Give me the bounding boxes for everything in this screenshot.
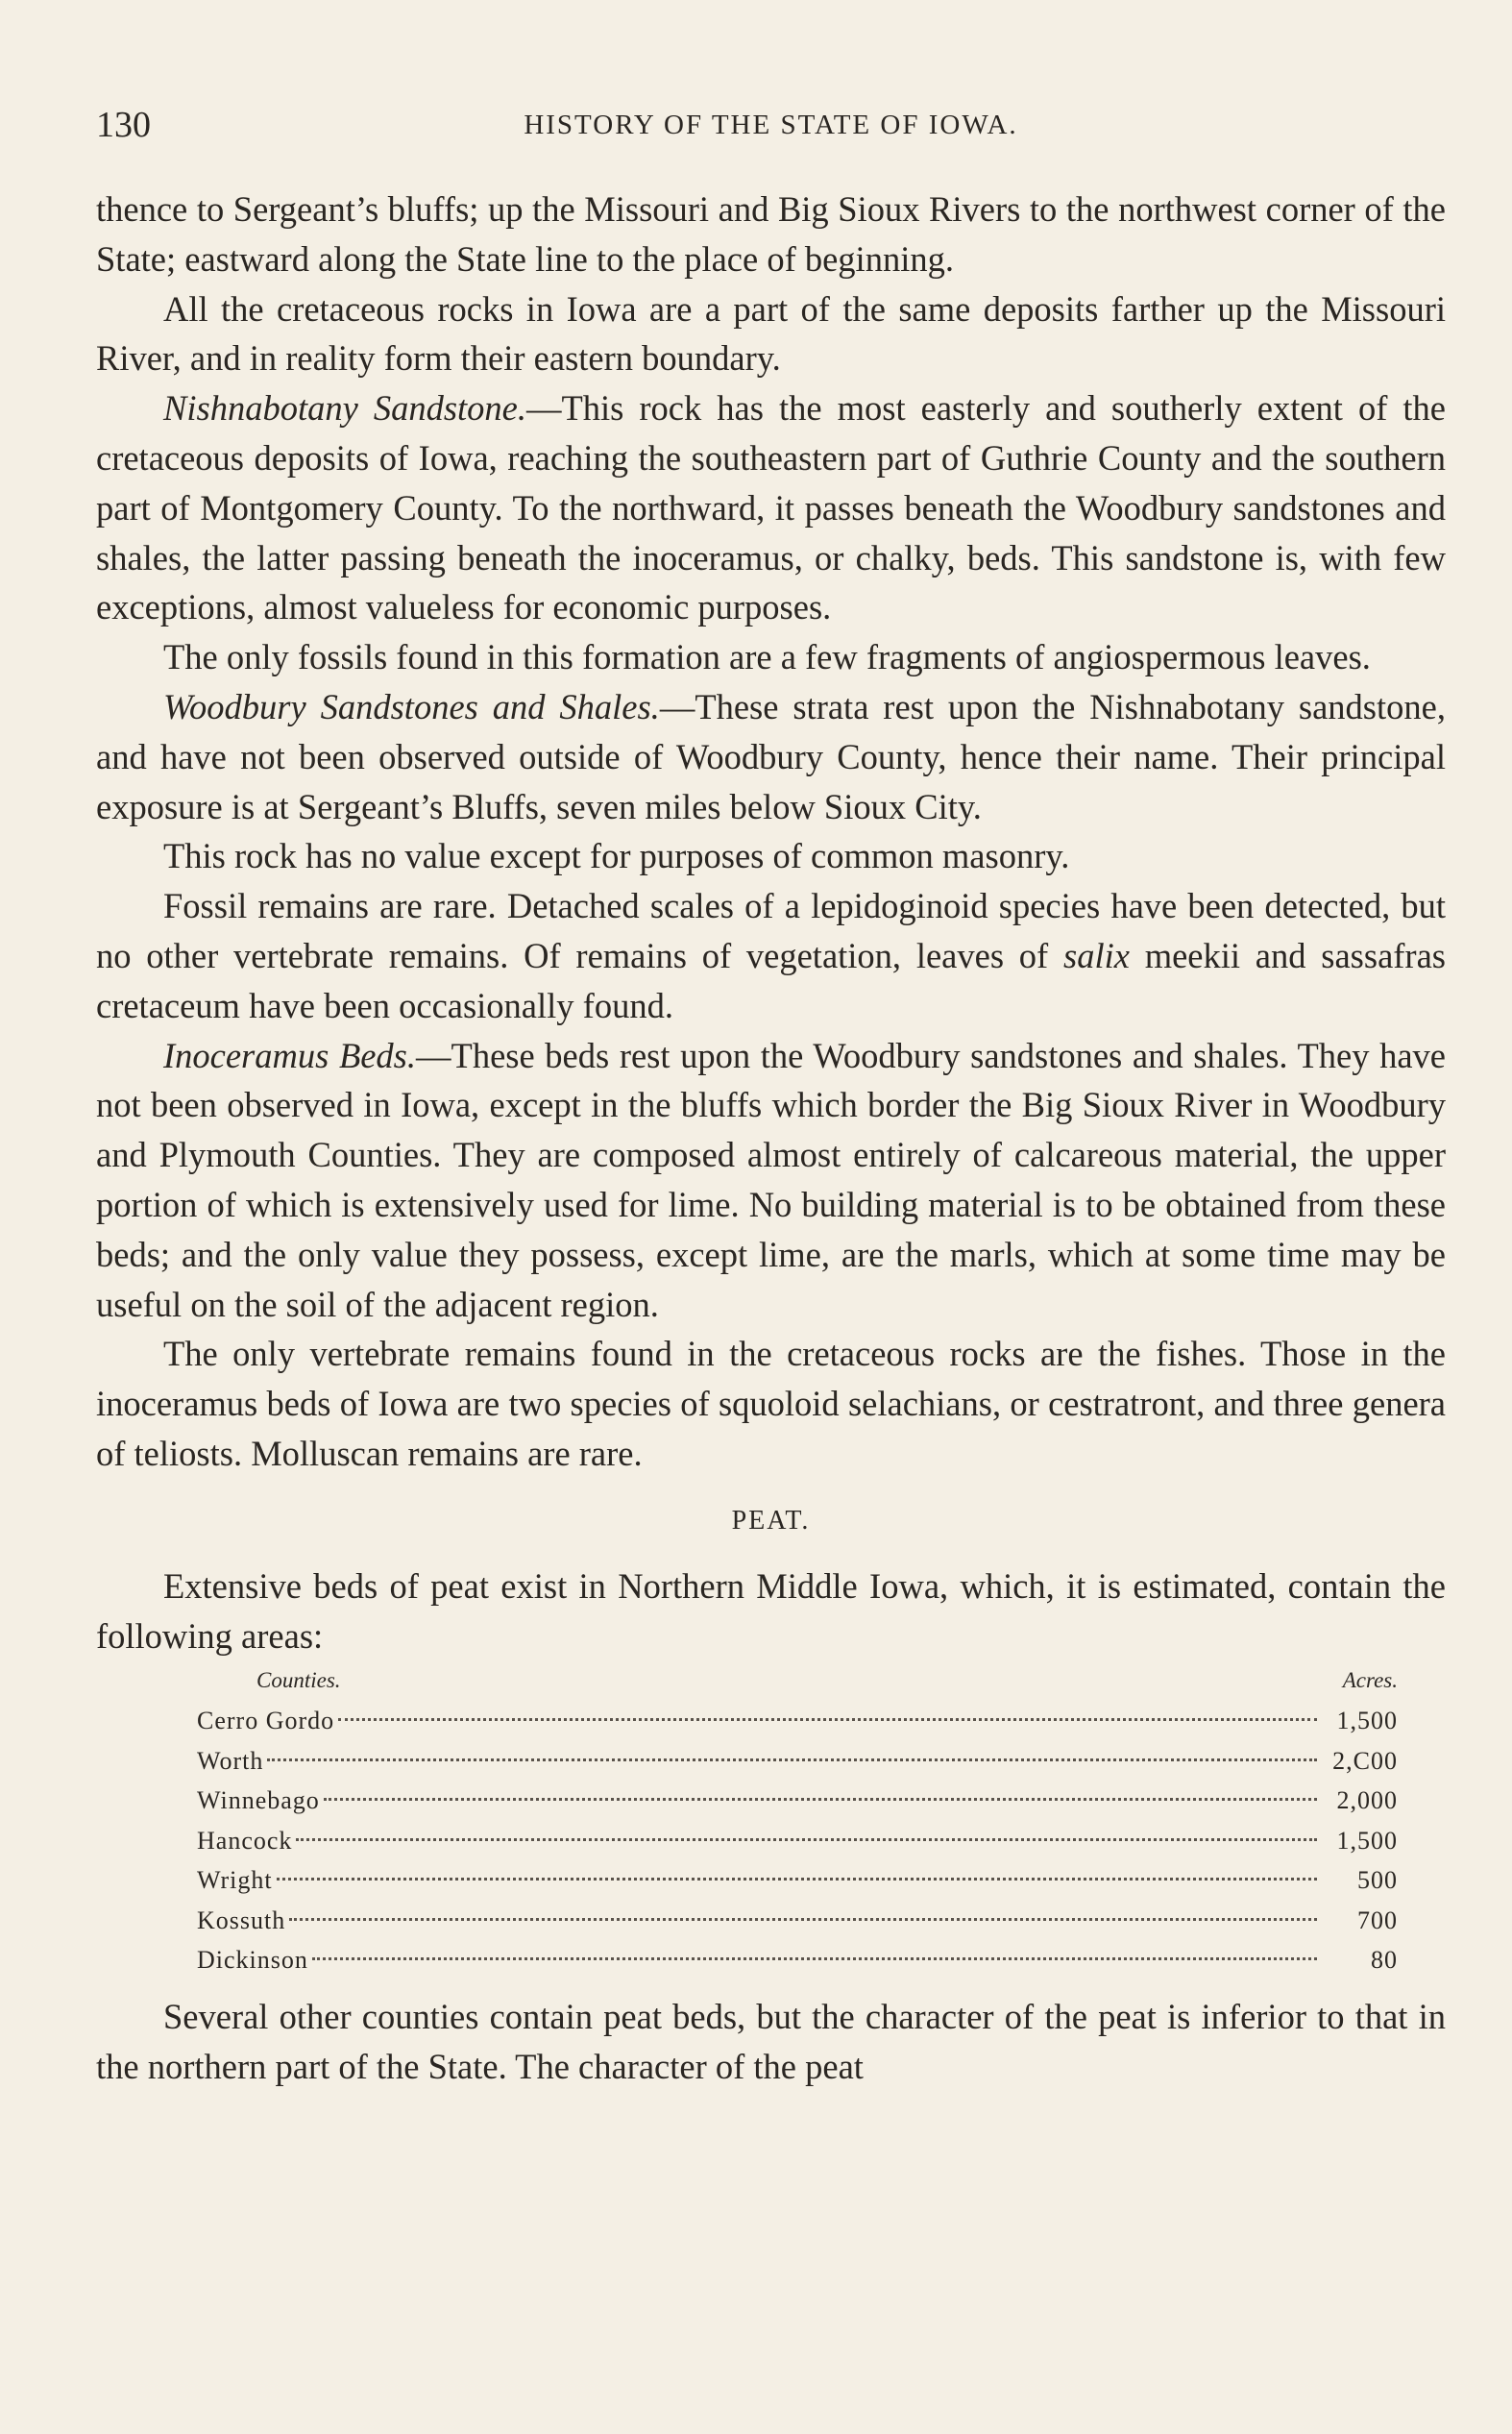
- paragraph-body: —This rock has the most easterly and southerly extent of the cretaceous deposits of Iowa, reaching the southeastern part of Guthrie County and the southern part of Montgomery County. To the northward, it passes beneath the Woodbury sandstones and shales, the latter passing beneath the inoceramus, or chalky, beds. This sandstone is, with few exceptions, almost valueless for economic purposes.: [96, 388, 1446, 627]
- paragraph: All the cretaceous rocks in Iowa are a part of the same deposits farther up the Missouri River, and in reality form their eastern boundary.: [96, 288, 1446, 379]
- county-name: Worth: [197, 1746, 264, 1775]
- paragraph: The only fossils found in this formation are a few fragments of angiospermous leaves.: [163, 637, 1371, 677]
- dot-leader: [312, 1957, 1317, 1960]
- paragraph-body: meekii and sassafras cretaceum have been occasionally found.: [96, 935, 1446, 1025]
- paragraph-body: Fossil remains are rare. Detached scales of a lepidoginoid species have been detected, but no other vertebrate remains. Of remains of vegetation, leaves of: [96, 886, 1446, 975]
- column-header-counties: Counties.: [256, 1668, 341, 1693]
- table-row: [197, 1781, 1398, 1821]
- acres-value: 2,C00: [1332, 1746, 1398, 1775]
- table-row: [197, 1701, 1398, 1741]
- table-row: [197, 1821, 1398, 1861]
- page: [96, 96, 1446, 2091]
- dot-leader: [324, 1798, 1317, 1801]
- column-header-acres: Acres.: [1342, 1668, 1398, 1693]
- section-heading-peat: PEAT.: [731, 1505, 811, 1536]
- section-title-woodbury: Woodbury Sandstones and Shales.: [163, 686, 660, 726]
- paragraph: Extensive beds of peat exist in Northern Middle Iowa, which, it is estimated, contain the following areas:: [96, 1565, 1446, 1656]
- acres-value: 500: [1357, 1866, 1398, 1895]
- acres-value: 1,500: [1336, 1826, 1398, 1855]
- section-title-nishnabotany: Nishnabotany Sandstone.: [163, 388, 526, 429]
- county-name: Hancock: [197, 1826, 293, 1855]
- county-name: Kossuth: [197, 1905, 286, 1934]
- page-header: [96, 96, 1446, 154]
- paragraph-body: —These beds rest upon the Woodbury sandstones and shales. They have not been observed in Iowa, except in the bluffs which border the Big Sioux River in Woodbury and Plymouth Counties. They are composed almost entirely of calcareous material, the upper portion of which is extensively used for lime. No building material is to be obtained from these beds; and the only value they possess, except lime, are the marls, which at some time may be useful on the soil of the adjacent region.: [96, 1035, 1446, 1324]
- table-row: [197, 1901, 1398, 1941]
- table-header: [197, 1668, 1398, 1701]
- page-number: 130: [96, 105, 151, 145]
- paragraph: The only vertebrate remains found in the cretaceous rocks are the fishes. Those in the inoceramus beds of Iowa are two species of squoloid selachians, or cestratront, and three genera of teliosts. Molluscan remains are rare.: [96, 1334, 1446, 1473]
- dot-leader: [289, 1918, 1317, 1921]
- acres-value: 2,000: [1336, 1786, 1398, 1815]
- paragraph: [96, 682, 1446, 831]
- dot-leader: [296, 1838, 1317, 1841]
- acres-value: 700: [1357, 1905, 1398, 1934]
- paragraph: [96, 383, 1446, 632]
- italic-term: salix: [1062, 935, 1130, 975]
- table-row: [197, 1741, 1398, 1782]
- table-row: [197, 1860, 1398, 1901]
- paragraph: Several other counties contain peat beds, but the character of the peat is inferior to that in the northern part of the State. The character of the peat: [96, 1996, 1446, 2086]
- table-row: [197, 1940, 1398, 1980]
- paragraph: [96, 1031, 1446, 1330]
- county-name: Wright: [197, 1866, 273, 1895]
- paragraph: [96, 881, 1446, 1030]
- county-name: Dickinson: [197, 1946, 308, 1975]
- acres-value: 80: [1371, 1946, 1398, 1975]
- peat-table: [197, 1668, 1398, 1980]
- county-name: Cerro Gordo: [197, 1707, 335, 1735]
- paragraph: thence to Sergeant’s bluffs; up the Missouri and Big Sioux Rivers to the northwest corner of the State; eastward along the State line to the place of beginning.: [96, 189, 1446, 279]
- paragraph: This rock has no value except for purposes of common masonry.: [163, 836, 1070, 876]
- section-title-inoceramus: Inoceramus Beds.: [163, 1035, 417, 1075]
- dot-leader: [267, 1758, 1317, 1761]
- acres-value: 1,500: [1336, 1707, 1398, 1735]
- running-title: HISTORY OF THE STATE OF IOWA.: [524, 110, 1018, 140]
- dot-leader: [277, 1878, 1317, 1881]
- paragraph-body: —These strata rest upon the Nishnabotany sandstone, and have not been observed outside of Woodbury County, hence their name. Their principal exposure is at Sergeant’s Bluffs, seven miles below Sioux City.: [96, 686, 1446, 826]
- county-name: Winnebago: [197, 1786, 320, 1815]
- dot-leader: [338, 1718, 1317, 1721]
